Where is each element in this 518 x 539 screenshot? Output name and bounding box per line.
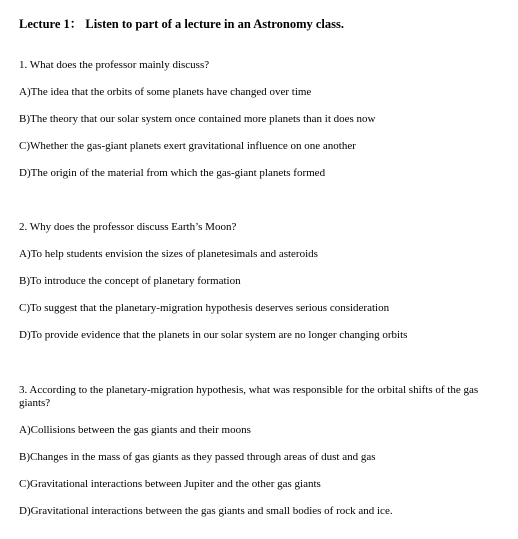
question-3-option-b: B)Changes in the mass of gas giants as they passed through areas of dust and gas — [19, 451, 376, 463]
question-2-option-b: B)To introduce the concept of planetary formation — [19, 275, 241, 287]
question-2-stem: 2. Why does the professor discuss Earth’s Moon? — [19, 221, 237, 233]
lecture-title: Lecture 1： Listen to part of a lecture in an Astronomy class. — [19, 17, 344, 31]
question-2-option-c: C)To suggest that the planetary-migration hypothesis deserves serious consideration — [19, 302, 390, 314]
question-1-stem: 1. What does the professor mainly discuss? — [19, 59, 210, 71]
question-3-option-c: C)Gravitational interactions between Jupiter and the other gas giants — [19, 478, 321, 490]
question-1-option-d: D)The origin of the material from which the gas-giant planets formed — [19, 167, 326, 179]
question-1-option-c: C)Whether the gas-giant planets exert gravitational influence on one another — [19, 140, 356, 152]
question-3-option-a: A)Collisions between the gas giants and their moons — [19, 424, 251, 436]
question-3-stem: 3. According to the planetary-migration hypothesis, what was responsible for the orbital shifts of the gas giants? — [19, 384, 479, 409]
question-2-option-a: A)To help students envision the sizes of planetesimals and asteroids — [19, 248, 318, 260]
question-1-option-b: B)The theory that our solar system once contained more planets than it does now — [19, 113, 376, 125]
question-3-option-d: D)Gravitational interactions between the gas giants and small bodies of rock and ice. — [19, 505, 393, 517]
question-2-option-d: D)To provide evidence that the planets in our solar system are no longer changing orbits — [19, 329, 408, 341]
question-1-option-a: A)The idea that the orbits of some planets have changed over time — [19, 86, 312, 98]
